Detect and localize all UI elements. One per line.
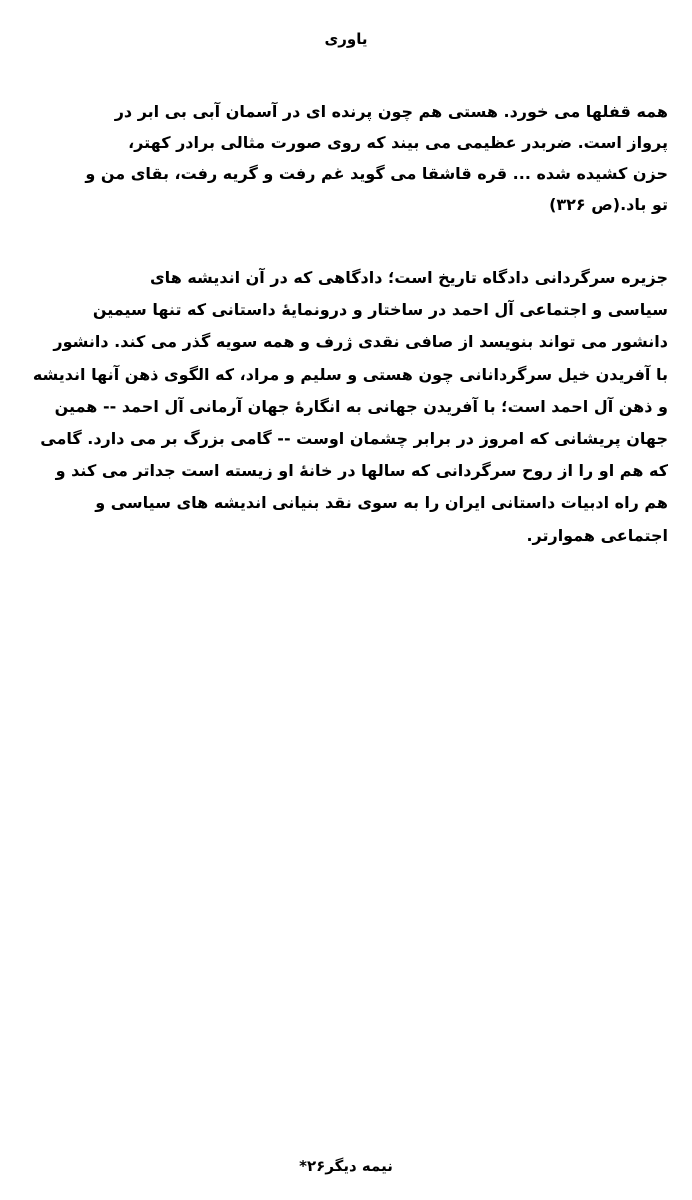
text-line: تو باد.(ص ۳۲۶)	[549, 195, 668, 214]
text-line: جهان پریشانی که امروز در برابر چشمان اوست -- گامی بزرگ بر می دارد. گامی	[40, 428, 668, 448]
text-line: همه قفلها می خورد. هستی هم چون پرنده ای در آسمان آبی بی ابر در	[114, 102, 668, 121]
text-line: حزن کشیده شده ... قره قاشقا می گوید غم رفت و گریه رفت، بقای من و	[85, 164, 668, 183]
text-line: با آفریدن خیل سرگردانانی چون هستی و سلیم و مراد، که الگوی ذهن آنها اندیشه	[32, 364, 668, 384]
text-line: سیاسی و اجتماعی آل احمد در ساختار و درونمایهٔ داستانی که تنها سیمین	[92, 300, 668, 320]
text-line: دانشور می تواند بنویسد از صافی نقدی ژرف و همه سویه گذر می کند. دانشور	[53, 332, 668, 352]
text-line: جزیره سرگردانی دادگاه تاریخ است؛ دادگاهی که در آن اندیشه های	[150, 268, 668, 287]
text-line: هم راه ادبیات داستانی ایران را به سوی نقد بنیانی اندیشه های سیاسی و	[95, 493, 668, 513]
paragraph-2	[22, 262, 668, 552]
text-line: و ذهن آل احمد است؛ با آفریدن جهانی به انگارهٔ جهان آرمانی آل احمد -- همین	[54, 396, 668, 416]
running-header: یاوری	[324, 30, 368, 48]
text-line: پرواز است. ضربدر عظیمی می بیند که روی صورت مثالی برادر کهتر،	[128, 133, 668, 152]
text-line: اجتماعی هموارتر.	[526, 525, 668, 545]
text-line: که هم او را از روح سرگردانی که سالها در خانهٔ او زیسته است جداتر می کند و	[55, 461, 668, 481]
page-footer: نیمه دیگر۲۶*	[299, 1157, 393, 1175]
paragraph-1	[22, 96, 668, 220]
